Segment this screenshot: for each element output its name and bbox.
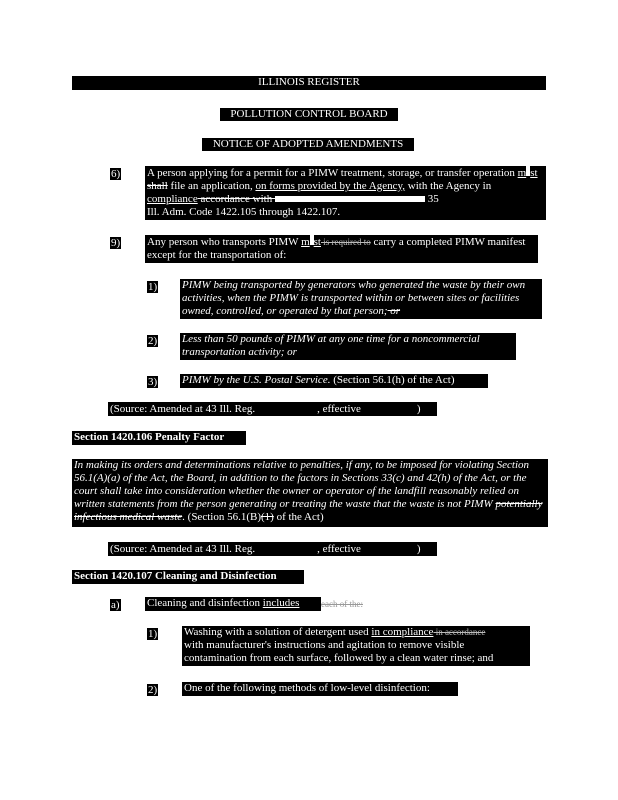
source-note-2: (Source: Amended at 43 Ill. Reg. , effective ) xyxy=(108,542,437,556)
item-9-sub1-text: PIMW being transported by generators who generated the waste by their own activities, when the PIMW is transported within or between sites or facilities owned, controlled, or operated by that person; or xyxy=(180,279,542,319)
sub-2-number: 2) xyxy=(148,684,158,696)
item-9-text: Any person who transports PIMW m st is required to carry a completed PIMW manifest except for the transportation of: xyxy=(145,235,538,263)
notice-title: NOTICE OF ADOPTED AMENDMENTS xyxy=(202,138,414,151)
item-9-number: 9) xyxy=(111,237,121,249)
item-a-number: a) xyxy=(111,599,120,611)
item-9-sub2-text: Less than 50 pounds of PIMW at any one time for a noncommercial transportation activity; or xyxy=(180,333,516,360)
sub-1-text: Washing with a solution of detergent used in compliance in accordance with manufacturer's instructions and agitation to remove visible contamination from each surface, followed by a clean water rinse; and xyxy=(182,626,530,666)
register-title: ILLINOIS REGISTER xyxy=(72,76,546,90)
item-a-struck-text: each of the: xyxy=(321,599,363,609)
section-106-heading: Section 1420.106 Penalty Factor xyxy=(72,431,246,445)
sub-2-text: One of the following methods of low-level disinfection: xyxy=(182,682,458,696)
item-9-sub3-text: PIMW by the U.S. Postal Service. (Section 56.1(h) of the Act) xyxy=(180,374,488,388)
item-6-text: A person applying for a permit for a PIMW treatment, storage, or transfer operation m st shall file an application, on forms provided by the Agency, with the Agency in compliance accordance with 35 Ill. Adm. Code 1422.105 through 1422.107. xyxy=(145,166,546,220)
source-note-1: (Source: Amended at 43 Ill. Reg. , effective ) xyxy=(108,402,437,416)
item-6-number: 6) xyxy=(111,168,121,180)
sub-1-number: 1) xyxy=(148,628,158,640)
item-9-sub2-number: 2) xyxy=(148,335,158,347)
section-106-body: In making its orders and determinations relative to penalties, if any, to be imposed for violating Section 56.1(A)(a) of the Act, the Board, in addition to the factors in Sections 33(c) and 42(h) of the Act, or the court shall take into consideration whether the owner or operator of the landfill reasonably relied on written statements from the person generating or treating the waste that the waste is not PIMW potentially infectious medical waste. (Section 56.1(B)(1) of the Act) xyxy=(72,459,548,527)
section-107-heading: Section 1420.107 Cleaning and Disinfection xyxy=(72,570,304,584)
item-a-text: Cleaning and disinfection includes xyxy=(145,597,321,611)
item-9-sub1-number: 1) xyxy=(148,281,158,293)
agency-title: POLLUTION CONTROL BOARD xyxy=(220,108,398,121)
item-9-sub3-number: 3) xyxy=(148,376,158,388)
